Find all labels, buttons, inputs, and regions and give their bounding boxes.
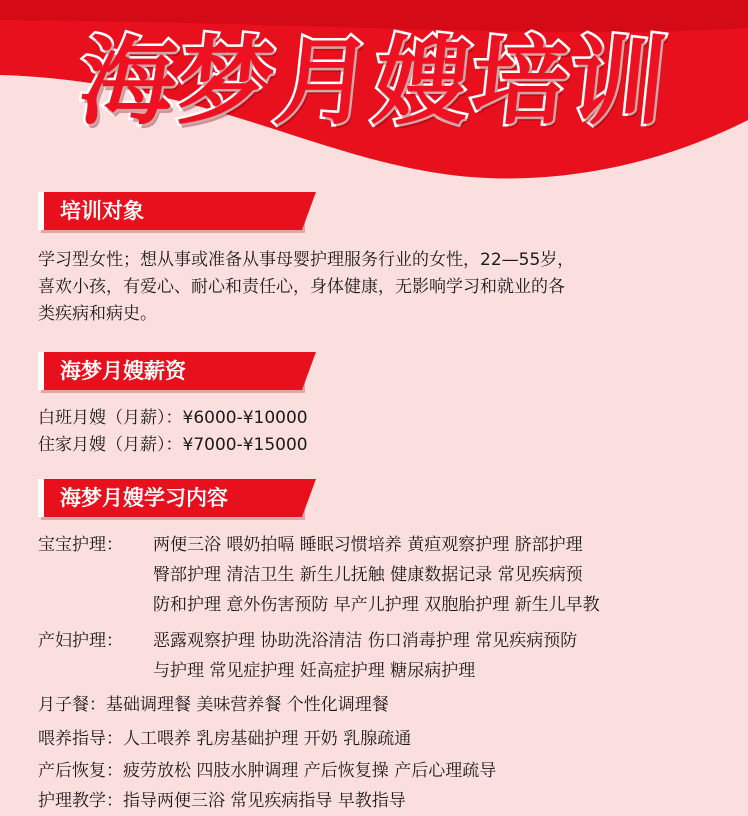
curriculum-items: [153, 530, 600, 620]
training-target-text: [38, 247, 718, 328]
salary-line-day: 白班月嫂（月薪）：¥6000-¥10000: [38, 408, 308, 428]
curriculum-line: 基础调理餐 美味营养餐 个性化调理餐: [106, 695, 389, 715]
page-title: 海梦月嫂培训: [74, 25, 674, 138]
salary-text: [38, 405, 308, 459]
section-heading-training-target: 培训对象: [38, 192, 302, 230]
curriculum-items: [123, 786, 406, 816]
curriculum-items: [123, 724, 411, 754]
curriculum-label: 喂养指导：: [38, 729, 123, 749]
curriculum-label: 宝宝护理：: [38, 535, 123, 555]
section-heading-salary: 海梦月嫂薪资: [38, 352, 302, 390]
curriculum-row-care-teaching: [38, 786, 406, 816]
curriculum-row-confinement-meal: [38, 690, 389, 720]
curriculum-line: 人工喂养 乳房基础护理 开奶 乳腺疏通: [123, 729, 412, 749]
section-heading-curriculum: 海梦月嫂学习内容: [38, 479, 302, 517]
curriculum-items: [153, 626, 577, 686]
curriculum-items: [123, 756, 496, 786]
curriculum-line: 臀部护理 清洁卫生 新生儿抚触 健康数据记录 常见疾病预: [153, 565, 583, 585]
training-target-line: 学习型女性；想从事或准备从事母婴护理服务行业的女性，22—55岁，: [38, 250, 575, 270]
curriculum-row-baby-care: [38, 530, 600, 620]
curriculum-line: 防和护理 意外伤害预防 早产儿护理 双胞胎护理 新生儿早教: [153, 595, 600, 615]
curriculum-line: 指导两便三浴 常见疾病指导 早教指导: [123, 791, 406, 811]
curriculum-items: [106, 690, 389, 720]
curriculum-line: 疲劳放松 四肢水肿调理 产后恢复操 产后心理疏导: [123, 761, 497, 781]
salary-line-live-in: 住家月嫂（月薪）：¥7000-¥15000: [38, 435, 308, 455]
curriculum-row-postpartum-recovery: [38, 756, 496, 786]
curriculum-row-feeding-guidance: [38, 724, 411, 754]
curriculum-line: 两便三浴 喂奶拍嗝 睡眠习惯培养 黄疸观察护理 脐部护理: [153, 535, 583, 555]
curriculum-line: 恶露观察护理 协助洗浴清洁 伤口消毒护理 常见疾病预防: [153, 631, 578, 651]
training-target-line: 喜欢小孩，有爱心、耐心和责任心，身体健康，无影响学习和就业的各: [38, 277, 565, 297]
curriculum-label: 月子餐：: [38, 695, 106, 715]
curriculum-label: 护理教学：: [38, 791, 123, 811]
training-target-line: 类疾病和病史。: [38, 304, 157, 324]
curriculum-row-mother-care: [38, 626, 577, 686]
curriculum-label: 产妇护理：: [38, 631, 123, 651]
curriculum-label: 产后恢复：: [38, 761, 123, 781]
curriculum-line: 与护理 常见症护理 妊高症护理 糖尿病护理: [153, 661, 476, 681]
